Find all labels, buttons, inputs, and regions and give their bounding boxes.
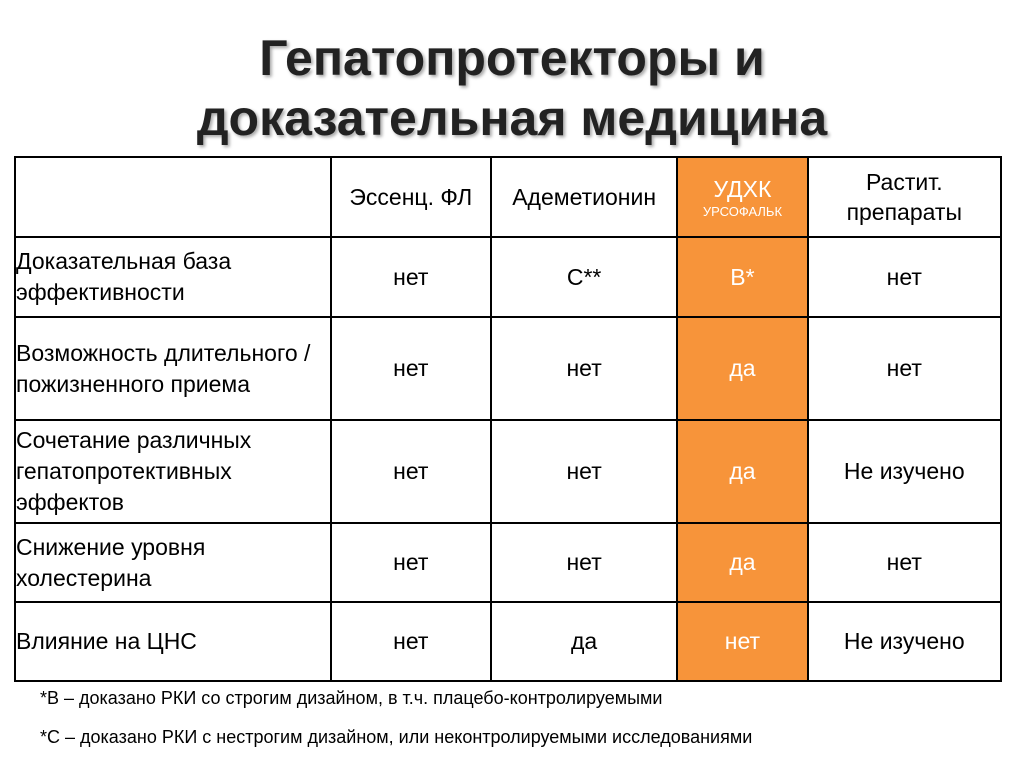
cell-ademetionine: да [491, 602, 677, 681]
cell-ademetionine: нет [491, 523, 677, 602]
cell-udca: нет [677, 602, 807, 681]
comparison-table [14, 156, 1002, 682]
header-udca [677, 157, 807, 237]
header-udca-main: УДХК [713, 176, 772, 202]
cell-herbal: нет [808, 317, 1001, 420]
cell-ademetionine: нет [491, 420, 677, 523]
header-ademetionine: Адеметионин [491, 157, 677, 237]
cell-herbal: Не изучено [808, 602, 1001, 681]
header-empty-cell [15, 157, 331, 237]
title-line-1: Гепатопротекторы и [259, 30, 765, 86]
cell-herbal: нет [808, 523, 1001, 602]
cell-ademetionine: С** [491, 237, 677, 317]
row-label: Влияние на ЦНС [15, 602, 331, 681]
footnote-c: *С – доказано РКИ с нестрогим дизайном, или неконтролируемыми исследованиями [40, 727, 753, 747]
cell-essential-pl: нет [331, 523, 491, 602]
header-herbal [808, 157, 1001, 237]
row-label: Снижение уровня холестерина [15, 523, 331, 602]
page-title [0, 28, 1024, 148]
table-row [15, 237, 1001, 317]
row-label: Возможность длительного / пожизненного приема [15, 317, 331, 420]
table-row [15, 602, 1001, 681]
title-line-2: доказательная медицина [196, 90, 828, 146]
row-label: Сочетание различных гепатопротективных эффектов [15, 420, 331, 523]
footnote-b: *В – доказано РКИ со строгим дизайном, в т.ч. плацебо-контролируемыми [40, 688, 663, 708]
cell-udca: да [677, 523, 807, 602]
table-row [15, 420, 1001, 523]
header-udca-sub: УРСОФАЛЬК [702, 204, 783, 219]
cell-essential-pl: нет [331, 602, 491, 681]
header-essential-pl: Эссенц. ФЛ [331, 157, 491, 237]
cell-essential-pl: нет [331, 237, 491, 317]
table-row [15, 317, 1001, 420]
header-herbal-line2: препараты [846, 199, 962, 225]
cell-essential-pl: нет [331, 317, 491, 420]
table-row [15, 523, 1001, 602]
cell-udca: да [677, 317, 807, 420]
cell-udca: да [677, 420, 807, 523]
cell-essential-pl: нет [331, 420, 491, 523]
header-herbal-line1: Растит. [865, 169, 943, 195]
cell-herbal: нет [808, 237, 1001, 317]
cell-udca: В* [677, 237, 807, 317]
table-header-row [15, 157, 1001, 237]
row-label: Доказательная база эффективности [15, 237, 331, 317]
cell-ademetionine: нет [491, 317, 677, 420]
cell-herbal: Не изучено [808, 420, 1001, 523]
